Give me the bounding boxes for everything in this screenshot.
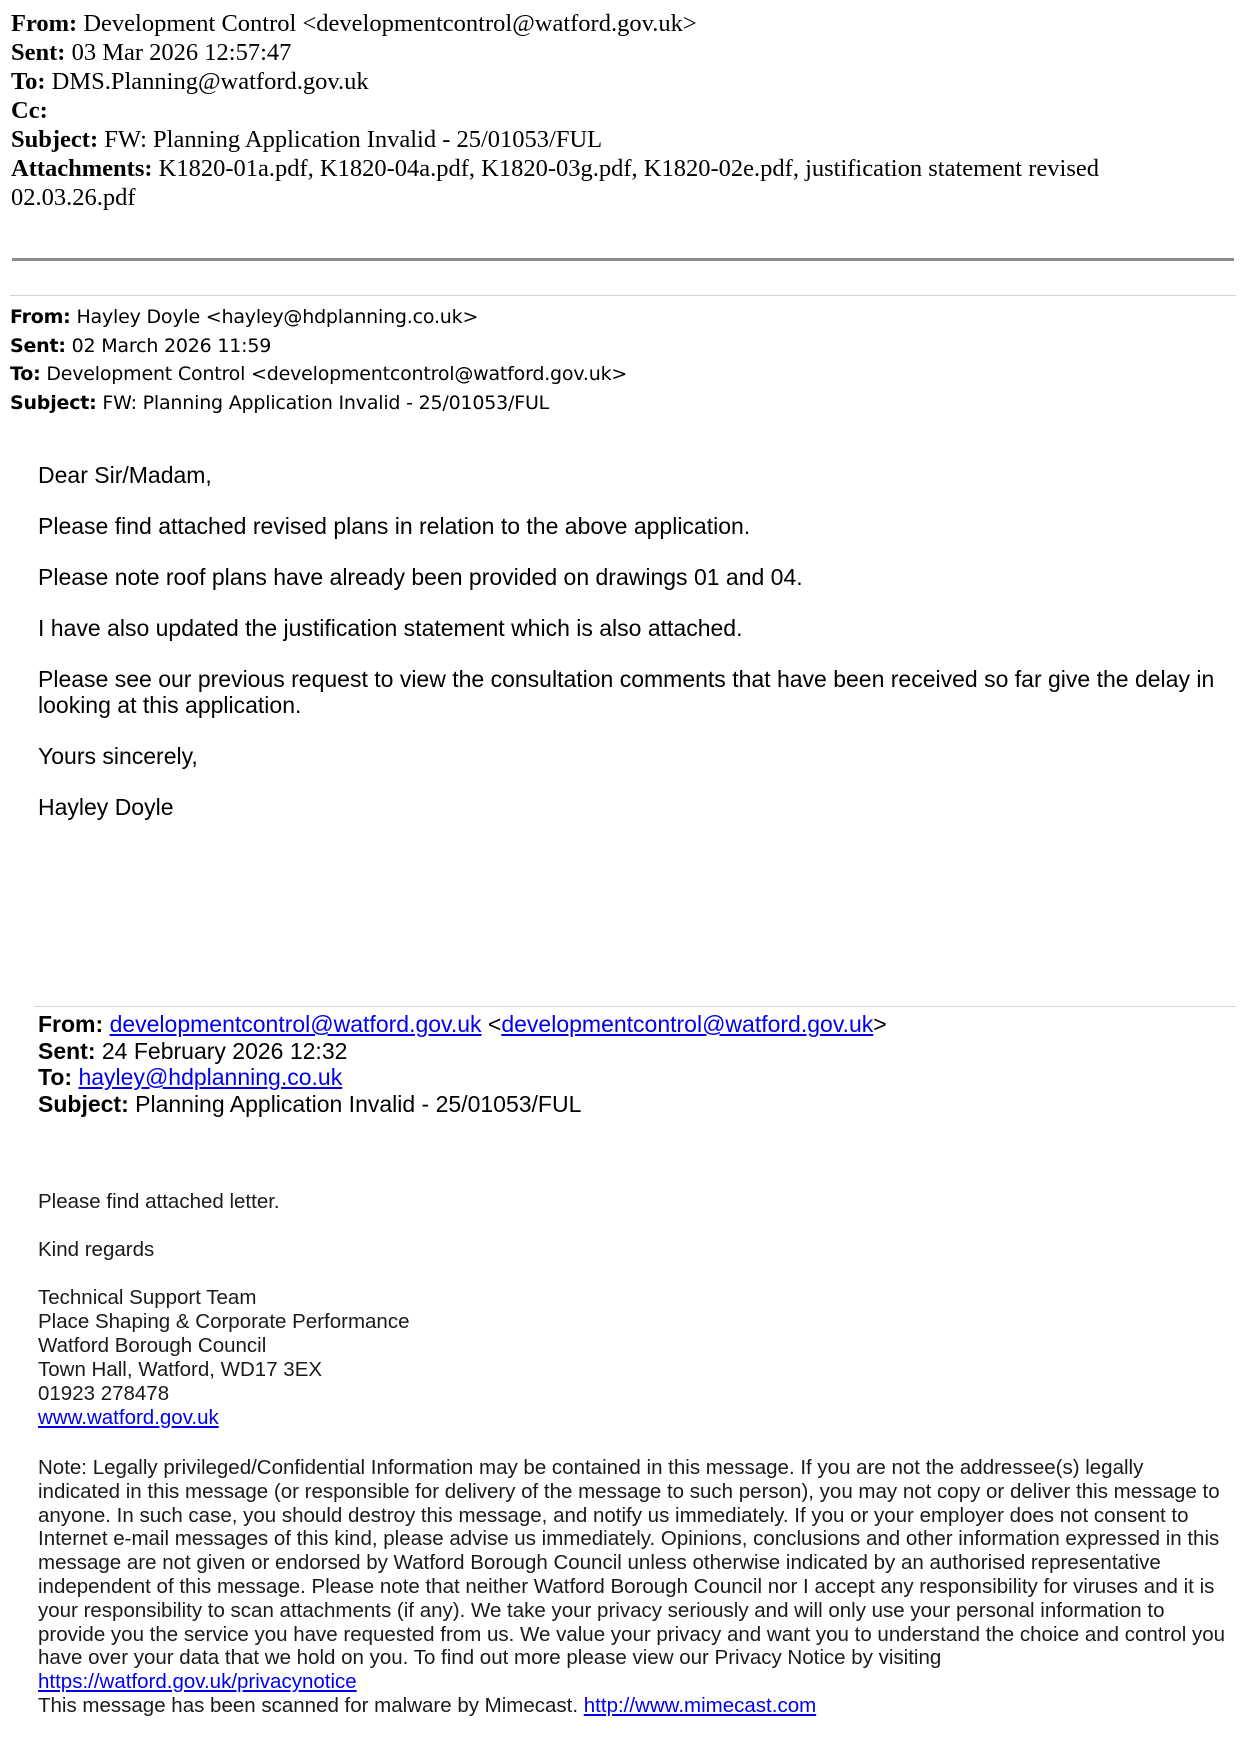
top-from-value: Development Control <developmentcontrol@watford.gov.uk> [83, 10, 697, 37]
fwd-sent-line [10, 332, 1220, 361]
top-cc-line [11, 96, 1221, 125]
top-from-line [11, 9, 1221, 38]
mimecast-scan-text: This message has been scanned for malware by Mimecast. [38, 1693, 579, 1717]
orig-to-line [38, 1064, 1228, 1091]
top-attachments-label: Attachments: [11, 155, 153, 182]
top-to-value: DMS.Planning@watford.gov.uk [51, 68, 369, 95]
top-attachments-line [11, 154, 1221, 212]
orig-sent-value: 24 February 2026 12:32 [101, 1037, 348, 1064]
signature-council: Watford Borough Council [38, 1334, 267, 1357]
top-subject-value: FW: Planning Application Invalid - 25/01053/FUL [104, 126, 603, 153]
top-cc-label: Cc: [11, 97, 48, 124]
orig-from-lt: < [487, 1011, 502, 1037]
original-header [38, 1011, 1228, 1117]
forwarded-header [10, 303, 1220, 417]
forward-divider [10, 295, 1236, 296]
fwd-sent-label: Sent: [10, 334, 66, 357]
orig-from-link[interactable]: developmentcontrol@watford.gov.uk [109, 1011, 482, 1037]
top-email-header [11, 9, 1221, 212]
fwd-subject-value: FW: Planning Application Invalid - 25/01053/FUL [102, 391, 550, 414]
letter-greeting: Dear Sir/Madam, [38, 462, 212, 488]
letter-paragraph-1: Please find attached revised plans in relation to the above application. [38, 513, 751, 539]
reply-paragraph-1: Please find attached letter. [38, 1190, 280, 1213]
letter-paragraph-3: I have also updated the justification statement which is also attached. [38, 615, 743, 641]
letter-signature: Hayley Doyle [38, 794, 174, 820]
orig-subject-line [38, 1091, 1228, 1118]
fwd-to-label: To: [10, 363, 41, 385]
letter-body [38, 462, 1228, 845]
top-subject-label: Subject: [11, 126, 99, 153]
top-from-label: From: [11, 10, 78, 37]
fwd-from-label: From: [10, 306, 71, 328]
fwd-from-value: Hayley Doyle <hayley@hdplanning.co.uk> [76, 306, 479, 328]
orig-sent-label: Sent: [38, 1037, 96, 1064]
mimecast-link[interactable]: http://www.mimecast.com [583, 1693, 817, 1717]
fwd-from-line [10, 303, 1220, 332]
fwd-to-line [10, 360, 1220, 389]
top-sent-label: Sent: [11, 39, 66, 66]
letter-paragraph-2: Please note roof plans have already been provided on drawings 01 and 04. [38, 564, 803, 590]
orig-to-label: To: [38, 1064, 73, 1090]
fwd-subject-line [10, 389, 1220, 418]
fwd-to-value: Development Control <developmentcontrol@watford.gov.uk> [46, 363, 628, 385]
reply-paragraph-2: Kind regards [38, 1238, 155, 1261]
signature-address: Town Hall, Watford, WD17 3EX [38, 1358, 323, 1381]
legal-disclaimer [38, 1456, 1228, 1718]
fwd-sent-value: 02 March 2026 11:59 [71, 334, 272, 357]
top-sent-line [11, 38, 1221, 67]
orig-subject-value: Planning Application Invalid - 25/01053/FUL [135, 1090, 582, 1117]
header-divider [12, 258, 1234, 261]
signature-phone: 01923 278478 [38, 1382, 170, 1405]
letter-closing: Yours sincerely, [38, 743, 198, 769]
orig-sent-line [38, 1038, 1228, 1065]
signature-team: Technical Support Team [38, 1286, 257, 1309]
disclaimer-text: Note: Legally privileged/Confidential Information may be contained in this message. If you are not the addressee(s) legally indicated in this message (or responsible for delivery of the message to such person), you may not copy or deliver this message to anyone. In such case, you should destroy this message, and notify us immediately. If you or your employer does not consent to Internet e-mail messages of this kind, please advise us immediately. Opinions, conclusions and other information expressed in this message are not given or endorsed by Watford Borough Council unless otherwise indicated by an authorised representative independent of this message. Please note that neither Watford Borough Council nor I accept any responsibility for viruses and it is your responsibility to scan attachments (if any). We take your privacy seriously and will only use your personal information to provide you the service you have requested from us. We value your privacy and want you to understand the choice and control you have over your data that we hold on you. To find out more please view our Privacy Notice by visiting [38, 1456, 1226, 1670]
signature-department: Place Shaping & Corporate Performance [38, 1310, 410, 1333]
top-to-label: To: [11, 68, 46, 95]
orig-from-label: From: [38, 1011, 104, 1037]
privacy-notice-link[interactable]: https://watford.gov.uk/privacynotice [38, 1670, 357, 1694]
orig-from-line [38, 1011, 1228, 1038]
orig-from-link-2[interactable]: developmentcontrol@watford.gov.uk [501, 1011, 874, 1037]
letter-paragraph-4: Please see our previous request to view the consultation comments that have been received so far give the delay in looking at this application. [38, 666, 1215, 718]
orig-from-gt: > [873, 1011, 887, 1037]
top-to-line [11, 67, 1221, 96]
orig-to-link[interactable]: hayley@hdplanning.co.uk [78, 1064, 343, 1090]
top-subject-line [11, 125, 1221, 154]
signature-website-link[interactable]: www.watford.gov.uk [38, 1406, 219, 1429]
council-signature [38, 1286, 1228, 1430]
top-attachments-value[interactable]: K1820-01a.pdf, K1820-04a.pdf, K1820-03g.pdf, K1820-02e.pdf, justification statement revised 02.03.26.pdf [11, 155, 1099, 211]
original-divider [34, 1006, 1236, 1007]
orig-subject-label: Subject: [38, 1090, 129, 1117]
reply-body [38, 1190, 1228, 1430]
fwd-subject-label: Subject: [10, 391, 97, 414]
top-sent-value: 03 Mar 2026 12:57:47 [71, 39, 292, 66]
